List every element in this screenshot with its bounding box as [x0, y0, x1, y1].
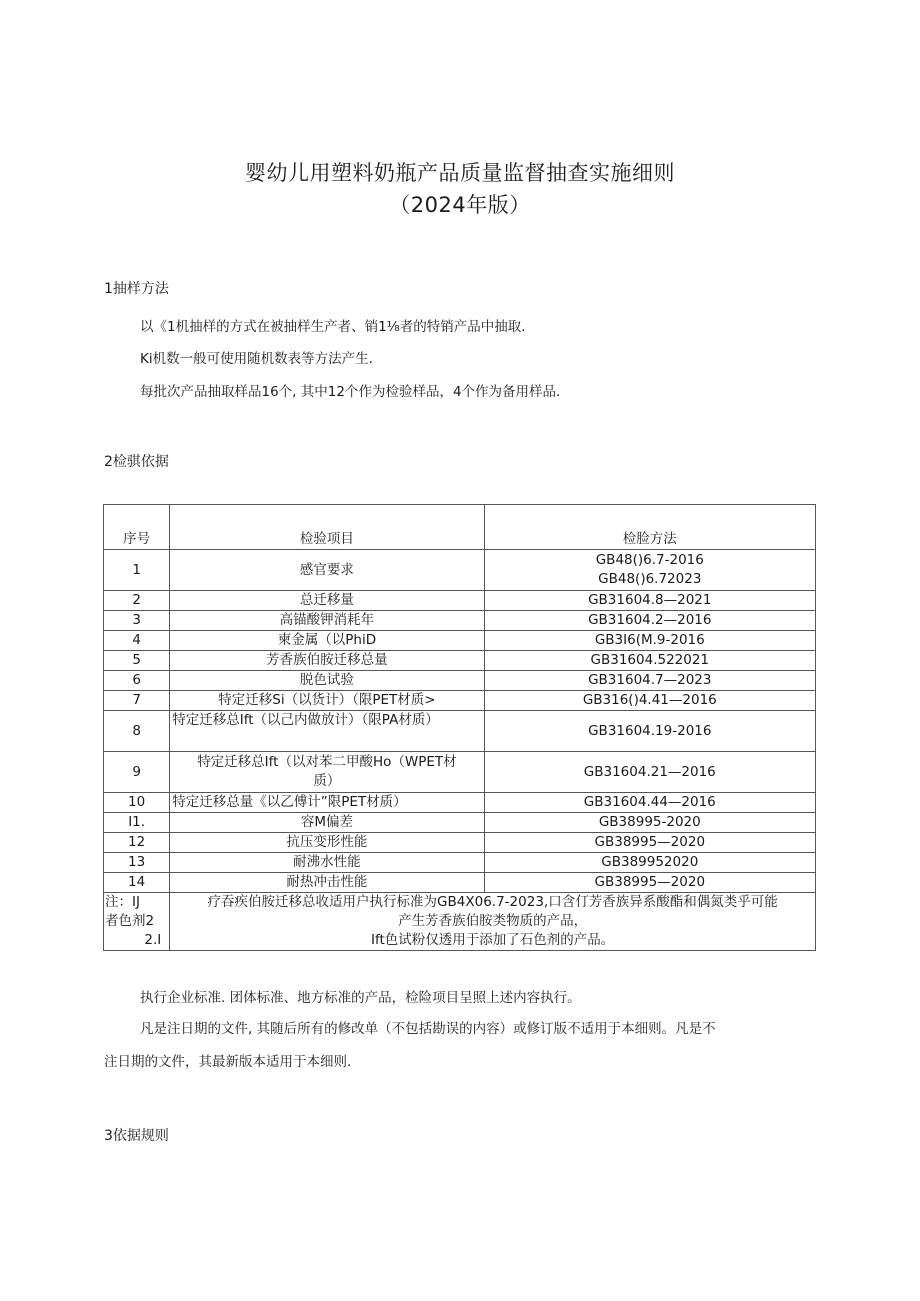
row-method: GB38995—2020 [484, 833, 815, 853]
row-number: 7 [104, 691, 170, 711]
table-row [104, 752, 816, 793]
after-table-paragraph-1: 执行企业标准. 团体标准、地方标准的产品，检险项目呈照上述内容执行。 [140, 990, 581, 1006]
section-2-heading: 2检骐依据 [104, 454, 169, 470]
row-item: 柬金属（以PhiD [170, 631, 484, 651]
row-number: 10 [104, 793, 170, 813]
row-method: GB38995—2020 [484, 873, 815, 893]
table-row [104, 611, 816, 631]
row-method [484, 550, 815, 591]
note-label-line-1: 注：IJ [105, 894, 140, 910]
row-item-line-1: 特定迁移总Ift（以对苯二甲酸Ho（WPET材 [197, 754, 457, 770]
section-1-paragraph-2: Ki机数一般可使用随机数表等方法产生. [140, 351, 373, 367]
document-edition: （2024年版） [389, 193, 531, 217]
row-number: 4 [104, 631, 170, 651]
row-item: 感官要求 [170, 550, 484, 591]
row-method: GB31604.7—2023 [484, 671, 815, 691]
row-number: 1 [104, 550, 170, 591]
note-label [104, 893, 170, 951]
after-table-paragraph-2-line-1: 凡是注日期的文件, 其随后所有的修改单（不包括勘误的内容）或修订版不适用于本细则。凡是不 [140, 1021, 716, 1037]
row-item: 耐热冲击性能 [170, 873, 484, 893]
row-item: 总迁移量 [170, 591, 484, 611]
row-method: GB3I6(M.9-2016 [484, 631, 815, 651]
row-item: 耐沸水性能 [170, 853, 484, 873]
row-method: GB38995-2020 [484, 813, 815, 833]
table-row [104, 671, 816, 691]
table-row [104, 631, 816, 651]
row-method: GB31604.2—2016 [484, 611, 815, 631]
note-line-3: Ift色试粉仅透用于添加了石色剂的产品。 [370, 932, 615, 948]
row-item [170, 752, 484, 793]
note-line-2: 产生芳香族伯胺类物质的产品， [398, 913, 588, 929]
table-row [104, 833, 816, 853]
document-title: 婴幼儿用塑料奶瓶产品质量监督抽查实施细则 [245, 161, 675, 185]
table-row [104, 651, 816, 671]
row-item: 特定迁移Si（以货计）（限PET材质> [170, 691, 484, 711]
row-number: 13 [104, 853, 170, 873]
row-item: 特定迁移总Ift（以己内做放计）（限PA材质） [170, 711, 484, 752]
row-method: GB31604.44—2016 [484, 793, 815, 813]
row-method: GB31604.8—2021 [484, 591, 815, 611]
row-method: GB389952020 [484, 853, 815, 873]
table-row [104, 793, 816, 813]
row-number: 9 [104, 752, 170, 793]
table-row [104, 550, 816, 591]
row-item: 高锚酸钾消耗年 [170, 611, 484, 631]
row-number: 6 [104, 671, 170, 691]
table-row [104, 873, 816, 893]
row-item: 特定迁移总量《以乙傅计”限PET材质） [170, 793, 484, 813]
row-method: GB31604.19-2016 [484, 711, 815, 752]
table-row [104, 853, 816, 873]
row-number: 2 [104, 591, 170, 611]
row-number: 8 [104, 711, 170, 752]
note-label-line-3: 2.I [144, 932, 162, 948]
row-method: GB31604.21—2016 [484, 752, 815, 793]
row-number: 14 [104, 873, 170, 893]
section-1-heading: 1抽样方法 [104, 281, 169, 297]
row-number: 12 [104, 833, 170, 853]
note-body [170, 893, 816, 951]
row-number: 3 [104, 611, 170, 631]
table-row [104, 711, 816, 752]
row-item: 脱色试验 [170, 671, 484, 691]
section-1-paragraph-3: 每批次产品抽取样品16个, 其中12个作为检验样品，4个作为备用样品. [140, 384, 561, 400]
section-3-heading: 3依据规则 [104, 1128, 169, 1144]
header-inspection-item: 检验项目 [170, 505, 484, 550]
row-item: 容M偏差 [170, 813, 484, 833]
row-item: 芳香族伯胺迁移总量 [170, 651, 484, 671]
row-method-line-2: GB48()6.72023 [598, 571, 702, 587]
table-row [104, 591, 816, 611]
table-note-row [104, 893, 816, 951]
after-table-paragraph-2-line-2: 注日期的文件，其最新版本适用于本细则. [104, 1054, 352, 1070]
row-method: GB31604.522021 [484, 651, 815, 671]
table-header-row [104, 505, 816, 550]
note-label-line-2: 者色剂2 [105, 913, 155, 929]
header-inspection-method: 检脸方法 [484, 505, 815, 550]
inspection-standards-table [103, 504, 816, 951]
table-row [104, 691, 816, 711]
section-1-paragraph-1: 以《1机抽样的方式在被抽样生产者、销1⅛者的特销产品中抽取. [140, 319, 526, 335]
table-row [104, 813, 816, 833]
row-number: I1. [104, 813, 170, 833]
row-item-line-2: 质） [313, 773, 341, 789]
row-item: 抗压变形性能 [170, 833, 484, 853]
note-line-1: 疗吞疾伯胺迁移总收适用户执行标准为GB4X06.7-2023,口含仃芳香族异系酸酯和偶氮类乎可能 [207, 894, 778, 910]
row-method: GB316()4.41—2016 [484, 691, 815, 711]
header-serial-number: 序号 [104, 505, 170, 550]
row-number: 5 [104, 651, 170, 671]
row-method-line-1: GB48()6.7-2016 [595, 552, 704, 568]
